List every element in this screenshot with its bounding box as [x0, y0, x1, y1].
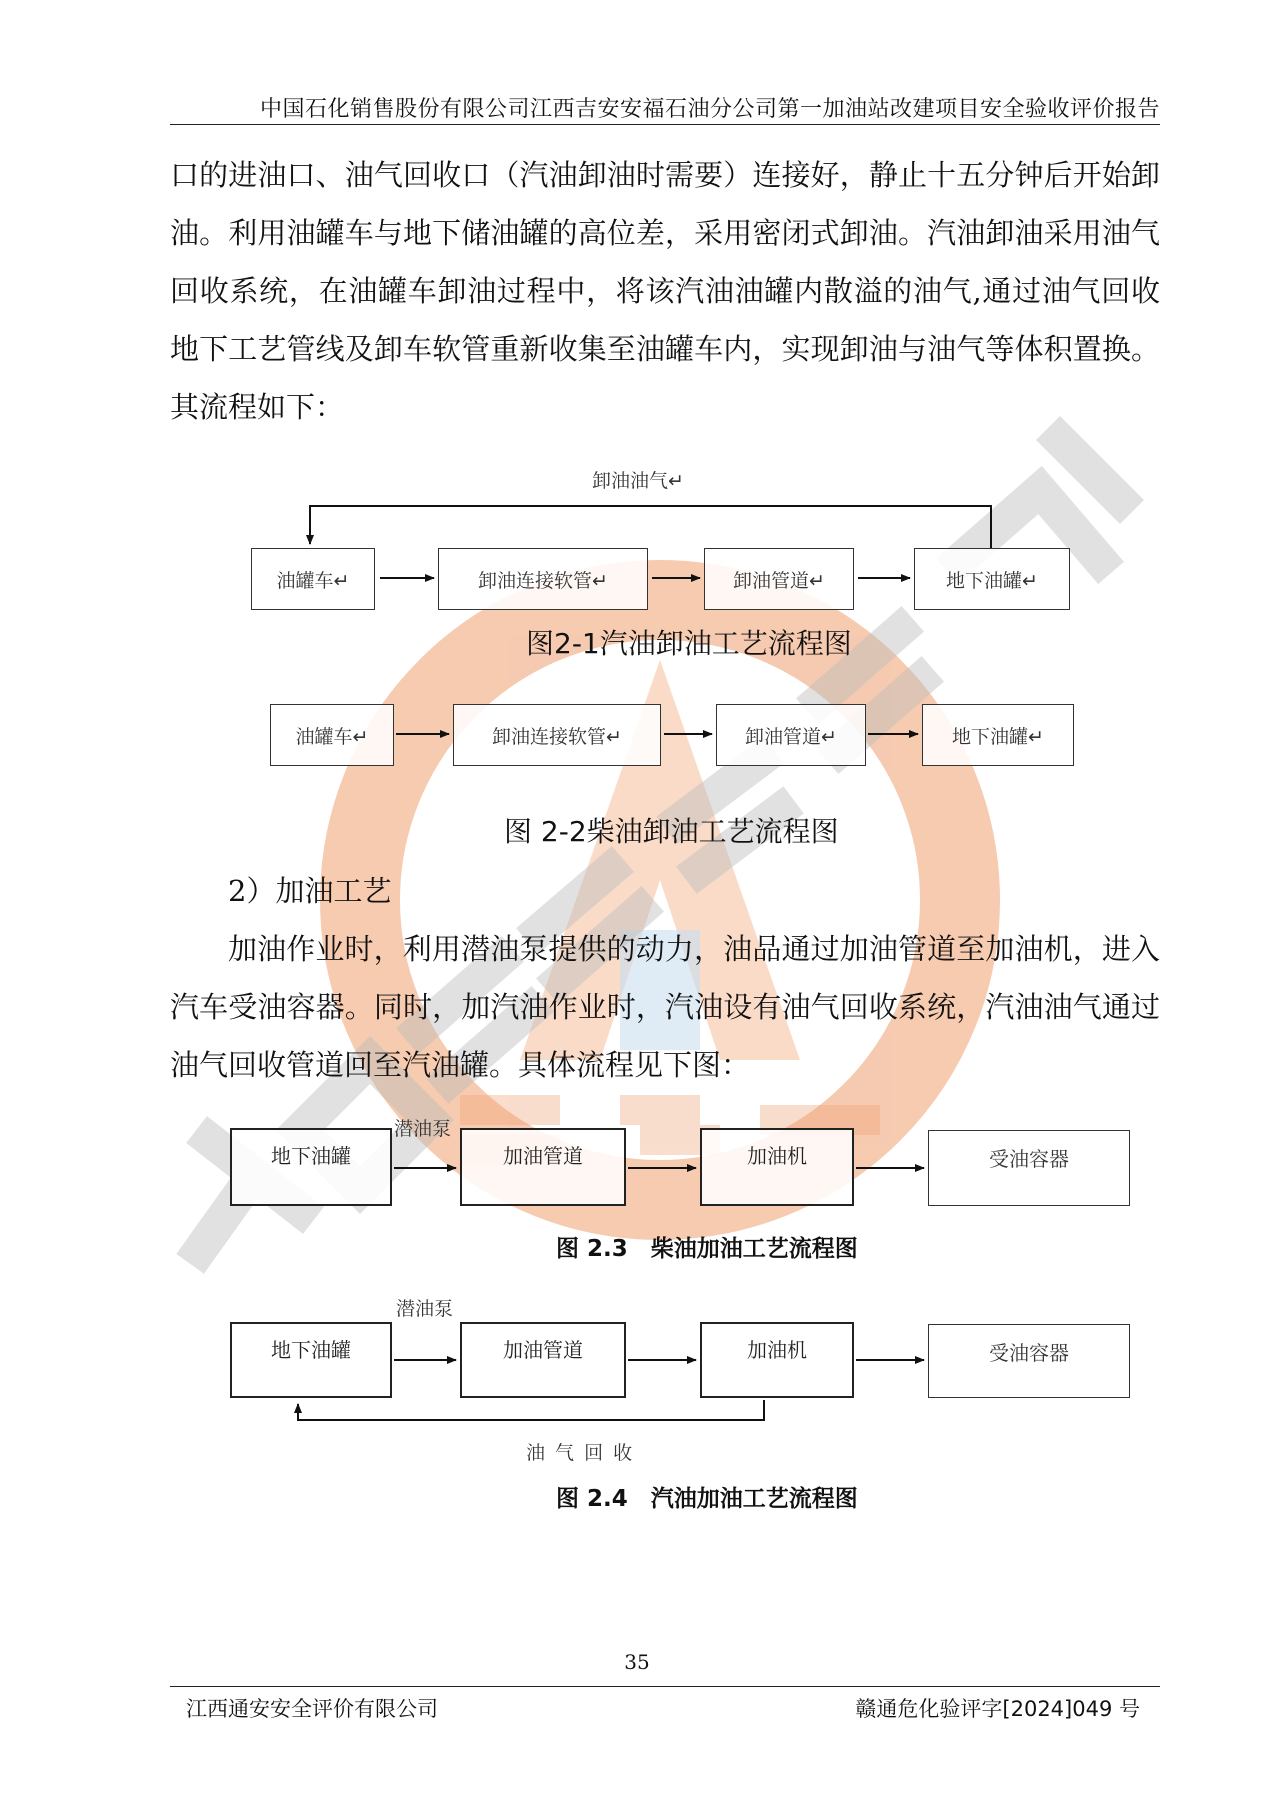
fig24-caption: 图 2.4 汽油加油工艺流程图: [556, 1486, 858, 1512]
fig21-box-tank: 地下油罐↵: [914, 548, 1070, 610]
fig23-caption: 图 2.3 柴油加油工艺流程图: [556, 1236, 858, 1262]
fig22-box-pipe: 卸油管道↵: [716, 704, 866, 766]
footer-company: 江西通安安全评价有限公司: [186, 1697, 438, 1721]
fig23-box-receiver: 受油容器: [928, 1130, 1130, 1206]
header-title: 中国石化销售股份有限公司江西吉安安福石油分公司第一加油站改建项目安全验收评价报告: [259, 97, 1160, 122]
fig22-box-tanker: 油罐车↵: [270, 704, 394, 766]
page-number: 35: [624, 1650, 650, 1674]
fig21-return-line: [310, 506, 991, 548]
fig24-pump-label: 潜油泵: [396, 1298, 454, 1320]
fig22-box-hose: 卸油连接软管↵: [453, 704, 661, 766]
fig23-box-tank: 地下油罐: [230, 1128, 392, 1206]
fig24-return-line: [298, 1400, 764, 1420]
fig21-box-hose: 卸油连接软管↵: [438, 548, 648, 610]
fig21-caption: 图2-1汽油卸油工艺流程图: [526, 627, 852, 660]
fig22-box-tank: 地下油罐↵: [922, 704, 1074, 766]
fig22-caption: 图 2-2柴油卸油工艺流程图: [504, 815, 839, 848]
fig21-loop-label: 卸油油气↵: [592, 470, 684, 492]
fig23-box-dispenser: 加油机: [700, 1128, 854, 1206]
fig21-box-tanker: 油罐车↵: [251, 548, 375, 610]
paragraph-unloading: 口的进油口、油气回收口（汽油卸油时需要）连接好，静止十五分钟后开始卸油。利用油罐车与地下储油罐的高位差，采用密闭式卸油。汽油卸油采用油气回收系统，在油罐车卸油过程中，将该汽油油罐内散溢的油气,通过油气回收地下工艺管线及卸车软管重新收集至油罐车内，实现卸油与油气等体积置换。其流程如下：: [170, 158, 1160, 424]
section-heading-refueling: 2）加油工艺: [228, 874, 392, 908]
fig23-box-pipe: 加油管道: [460, 1128, 626, 1206]
fig23-pump-label: 潜油泵: [394, 1118, 452, 1140]
fig24-box-dispenser: 加油机: [700, 1322, 854, 1398]
footer-doc-number: 赣通危化验评字[2024]049 号: [855, 1697, 1140, 1721]
fig24-return-label: 油 气 回 收: [526, 1442, 635, 1464]
fig24-box-tank: 地下油罐: [230, 1322, 392, 1398]
fig24-box-receiver: 受油容器: [928, 1324, 1130, 1398]
paragraph-refueling: 加油作业时，利用潜油泵提供的动力，油品通过加油管道至加油机，进入汽车受油容器。同时，加汽油作业时，汽油设有油气回收系统，汽油油气通过油气回收管道回至汽油罐。具体流程见下图：: [170, 932, 1160, 1082]
fig21-box-pipe: 卸油管道↵: [704, 548, 854, 610]
fig24-box-pipe: 加油管道: [460, 1322, 626, 1398]
footer-rule: [170, 1686, 1160, 1687]
